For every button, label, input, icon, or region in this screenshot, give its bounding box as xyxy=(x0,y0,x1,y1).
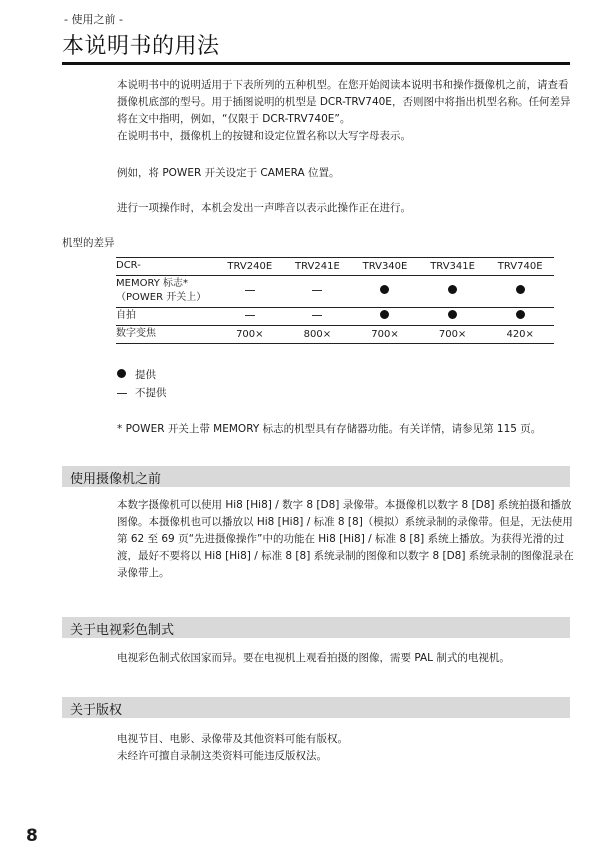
table-row xyxy=(116,276,554,308)
not-provided-mark xyxy=(245,290,255,291)
zoom-value: 700× xyxy=(351,326,419,344)
not-provided-mark xyxy=(117,393,127,394)
copyright-line-1: 电视节目、电影、录像带及其他资料可能有版权。 xyxy=(117,733,348,745)
section-heading-copyright: 关于版权 xyxy=(70,703,123,718)
legend-provided xyxy=(117,367,156,384)
table-row xyxy=(116,326,554,344)
section-band-copyright xyxy=(62,697,570,718)
intro-paragraph-2 xyxy=(117,165,577,182)
row-label-memory: MEMORY 标志*（POWER 开关上） xyxy=(116,276,216,308)
provided-mark xyxy=(448,285,457,294)
table-header-cell: TRV341E xyxy=(419,258,487,276)
section-band-tv xyxy=(62,617,570,638)
tv-body: 电视彩色制式依国家而异。要在电视机上观看拍摄的图像，需要 PAL 制式的电视机。 xyxy=(117,652,510,664)
provided-mark xyxy=(380,310,389,319)
intro-text-4: 进行一项操作时，本机会发出一声哔音以表示此操作正在进行。 xyxy=(117,202,411,214)
section-band-camcorder xyxy=(62,466,570,487)
section-subtitle: - 使用之前 - xyxy=(64,13,123,26)
camcorder-body: 本数字摄像机可以使用 Hi8 [Hi8] / 数字 8 [D8] 录像带。本摄像机以数字 8 [D8] 系统拍摄和播放图像。本摄像机也可以播放以 Hi8 [Hi8] / 标准 8 [8]（模拟）系统录制的录像带。但是，无法使用第 62 至 69 页“先进摄像操作”中的功能在 Hi8 [Hi8] / 标准 8 [8] 系统上播放。为获得光滑的过渡，最好不要将以 Hi8 [Hi8] / 标准 8 [8] 系统录制的图像和以数字 8 [D8] 系统录制的图像混录在录像带上。 xyxy=(117,499,574,579)
table-header-cell: TRV241E xyxy=(284,258,352,276)
row-label-digital-zoom: 数字变焦 xyxy=(116,326,216,344)
page-title: 本说明书的用法 xyxy=(62,34,220,59)
table-row xyxy=(116,308,554,326)
zoom-value: 800× xyxy=(284,326,352,344)
table-header-cell: TRV740E xyxy=(486,258,554,276)
zoom-value: 420× xyxy=(486,326,554,344)
legend-not-provided-label: 不提供 xyxy=(135,387,167,399)
not-provided-mark xyxy=(312,315,322,316)
provided-mark xyxy=(380,285,389,294)
intro-paragraph-3 xyxy=(117,200,577,217)
intro-paragraph-1 xyxy=(117,77,577,145)
table-header-cell: TRV240E xyxy=(216,258,284,276)
table-header-row xyxy=(116,258,554,276)
memory-footnote: * POWER 开关上带 MEMORY 标志的机型具有存储器功能。有关详情，请参见第 115 页。 xyxy=(117,423,542,435)
page-number: 8 xyxy=(26,826,38,846)
copyright-body xyxy=(117,731,577,765)
title-rule xyxy=(62,62,570,65)
model-comparison-table xyxy=(116,257,554,344)
provided-mark xyxy=(516,310,525,319)
zoom-value: 700× xyxy=(419,326,487,344)
provided-mark xyxy=(516,285,525,294)
provided-mark xyxy=(117,369,126,378)
copyright-line-2: 未经许可擅自录制这类资料可能违反版权法。 xyxy=(117,750,327,762)
section-heading-camcorder: 使用摄像机之前 xyxy=(70,472,162,487)
legend-provided-label: 提供 xyxy=(135,369,156,381)
not-provided-mark xyxy=(245,315,255,316)
table-header-cell: TRV340E xyxy=(351,258,419,276)
not-provided-mark xyxy=(312,290,322,291)
zoom-value: 700× xyxy=(216,326,284,344)
provided-mark xyxy=(448,310,457,319)
intro-text-1: 本说明书中的说明适用于下表所列的五种机型。在您开始阅读本说明书和操作摄像机之前，请查看摄像机底部的型号。用于插图说明的机型是 DCR-TRV740E，否则图中将指出机型名称。任何差异将在文中指明，例如，“仅限于 DCR-TRV740E”。 xyxy=(117,79,571,125)
row-label-self-timer: 自拍 xyxy=(116,308,216,326)
table-header-cell: DCR- xyxy=(116,258,216,276)
model-differences-label: 机型的差异 xyxy=(62,237,115,249)
legend-not-provided xyxy=(117,385,167,402)
section-heading-tv: 关于电视彩色制式 xyxy=(70,623,175,638)
intro-text-3: 例如，将 POWER 开关设定于 CAMERA 位置。 xyxy=(117,167,340,179)
intro-text-2: 在说明书中，摄像机上的按键和设定位置名称以大写字母表示。 xyxy=(117,130,411,142)
